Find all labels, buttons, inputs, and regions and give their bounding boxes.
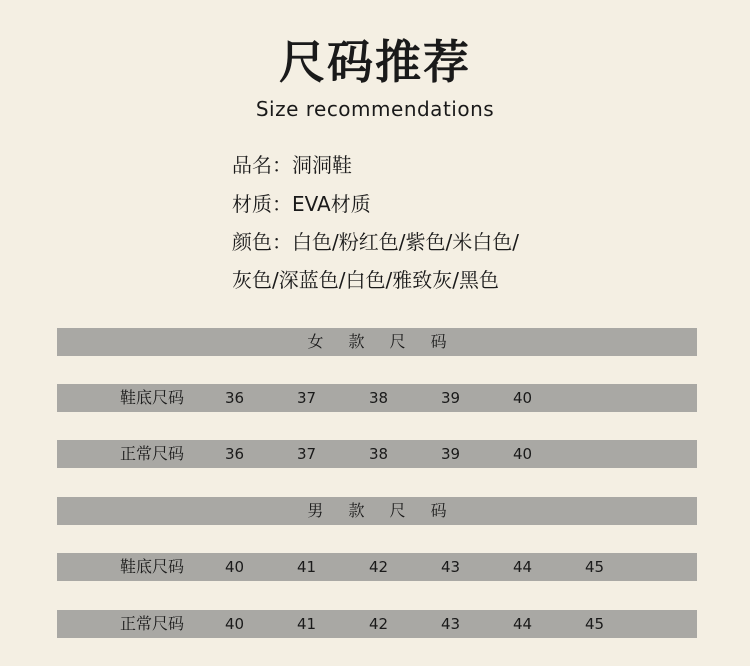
size-cell: 37 <box>297 445 317 463</box>
size-cell: 38 <box>369 445 389 463</box>
women-section-title: 女 款 尺 码 <box>307 332 457 351</box>
size-cell: 44 <box>513 558 533 576</box>
product-material: 材质：EVA材质 <box>232 192 371 216</box>
product-colors-line2: 灰色/深蓝色/白色/雅致灰/黑色 <box>232 268 499 292</box>
size-cell: 38 <box>369 389 389 407</box>
men-sole-size-row <box>57 553 697 581</box>
size-cell: 43 <box>441 558 461 576</box>
product-colors-line1: 颜色：白色/粉红色/紫色/米白色/ <box>232 230 519 254</box>
size-cell: 40 <box>513 445 533 463</box>
size-cell: 39 <box>441 389 461 407</box>
size-cell: 42 <box>369 615 389 633</box>
men-section-title: 男 款 尺 码 <box>307 501 457 520</box>
page-title: 尺码推荐 <box>279 35 471 89</box>
women-section-header <box>57 328 697 356</box>
page-subtitle: Size recommendations <box>255 97 495 121</box>
size-cell: 40 <box>513 389 533 407</box>
size-cell: 41 <box>297 558 317 576</box>
size-cell: 36 <box>225 389 245 407</box>
women-normal-size-row <box>57 440 697 468</box>
size-cell: 42 <box>369 558 389 576</box>
size-cell: 43 <box>441 615 461 633</box>
women-sole-size-row <box>57 384 697 412</box>
size-cell: 40 <box>225 615 245 633</box>
row-label: 正常尺码 <box>120 614 185 633</box>
men-normal-size-row <box>57 610 697 638</box>
size-cell: 39 <box>441 445 461 463</box>
row-label: 正常尺码 <box>120 444 185 463</box>
row-label: 鞋底尺码 <box>120 388 185 407</box>
size-cell: 44 <box>513 615 533 633</box>
size-cell: 41 <box>297 615 317 633</box>
size-cell: 37 <box>297 389 317 407</box>
men-section-header <box>57 497 697 525</box>
row-label: 鞋底尺码 <box>120 557 185 576</box>
size-cell: 36 <box>225 445 245 463</box>
size-cell: 45 <box>585 615 605 633</box>
size-cell: 40 <box>225 558 245 576</box>
product-name: 品名：洞洞鞋 <box>232 153 352 177</box>
size-cell: 45 <box>585 558 605 576</box>
